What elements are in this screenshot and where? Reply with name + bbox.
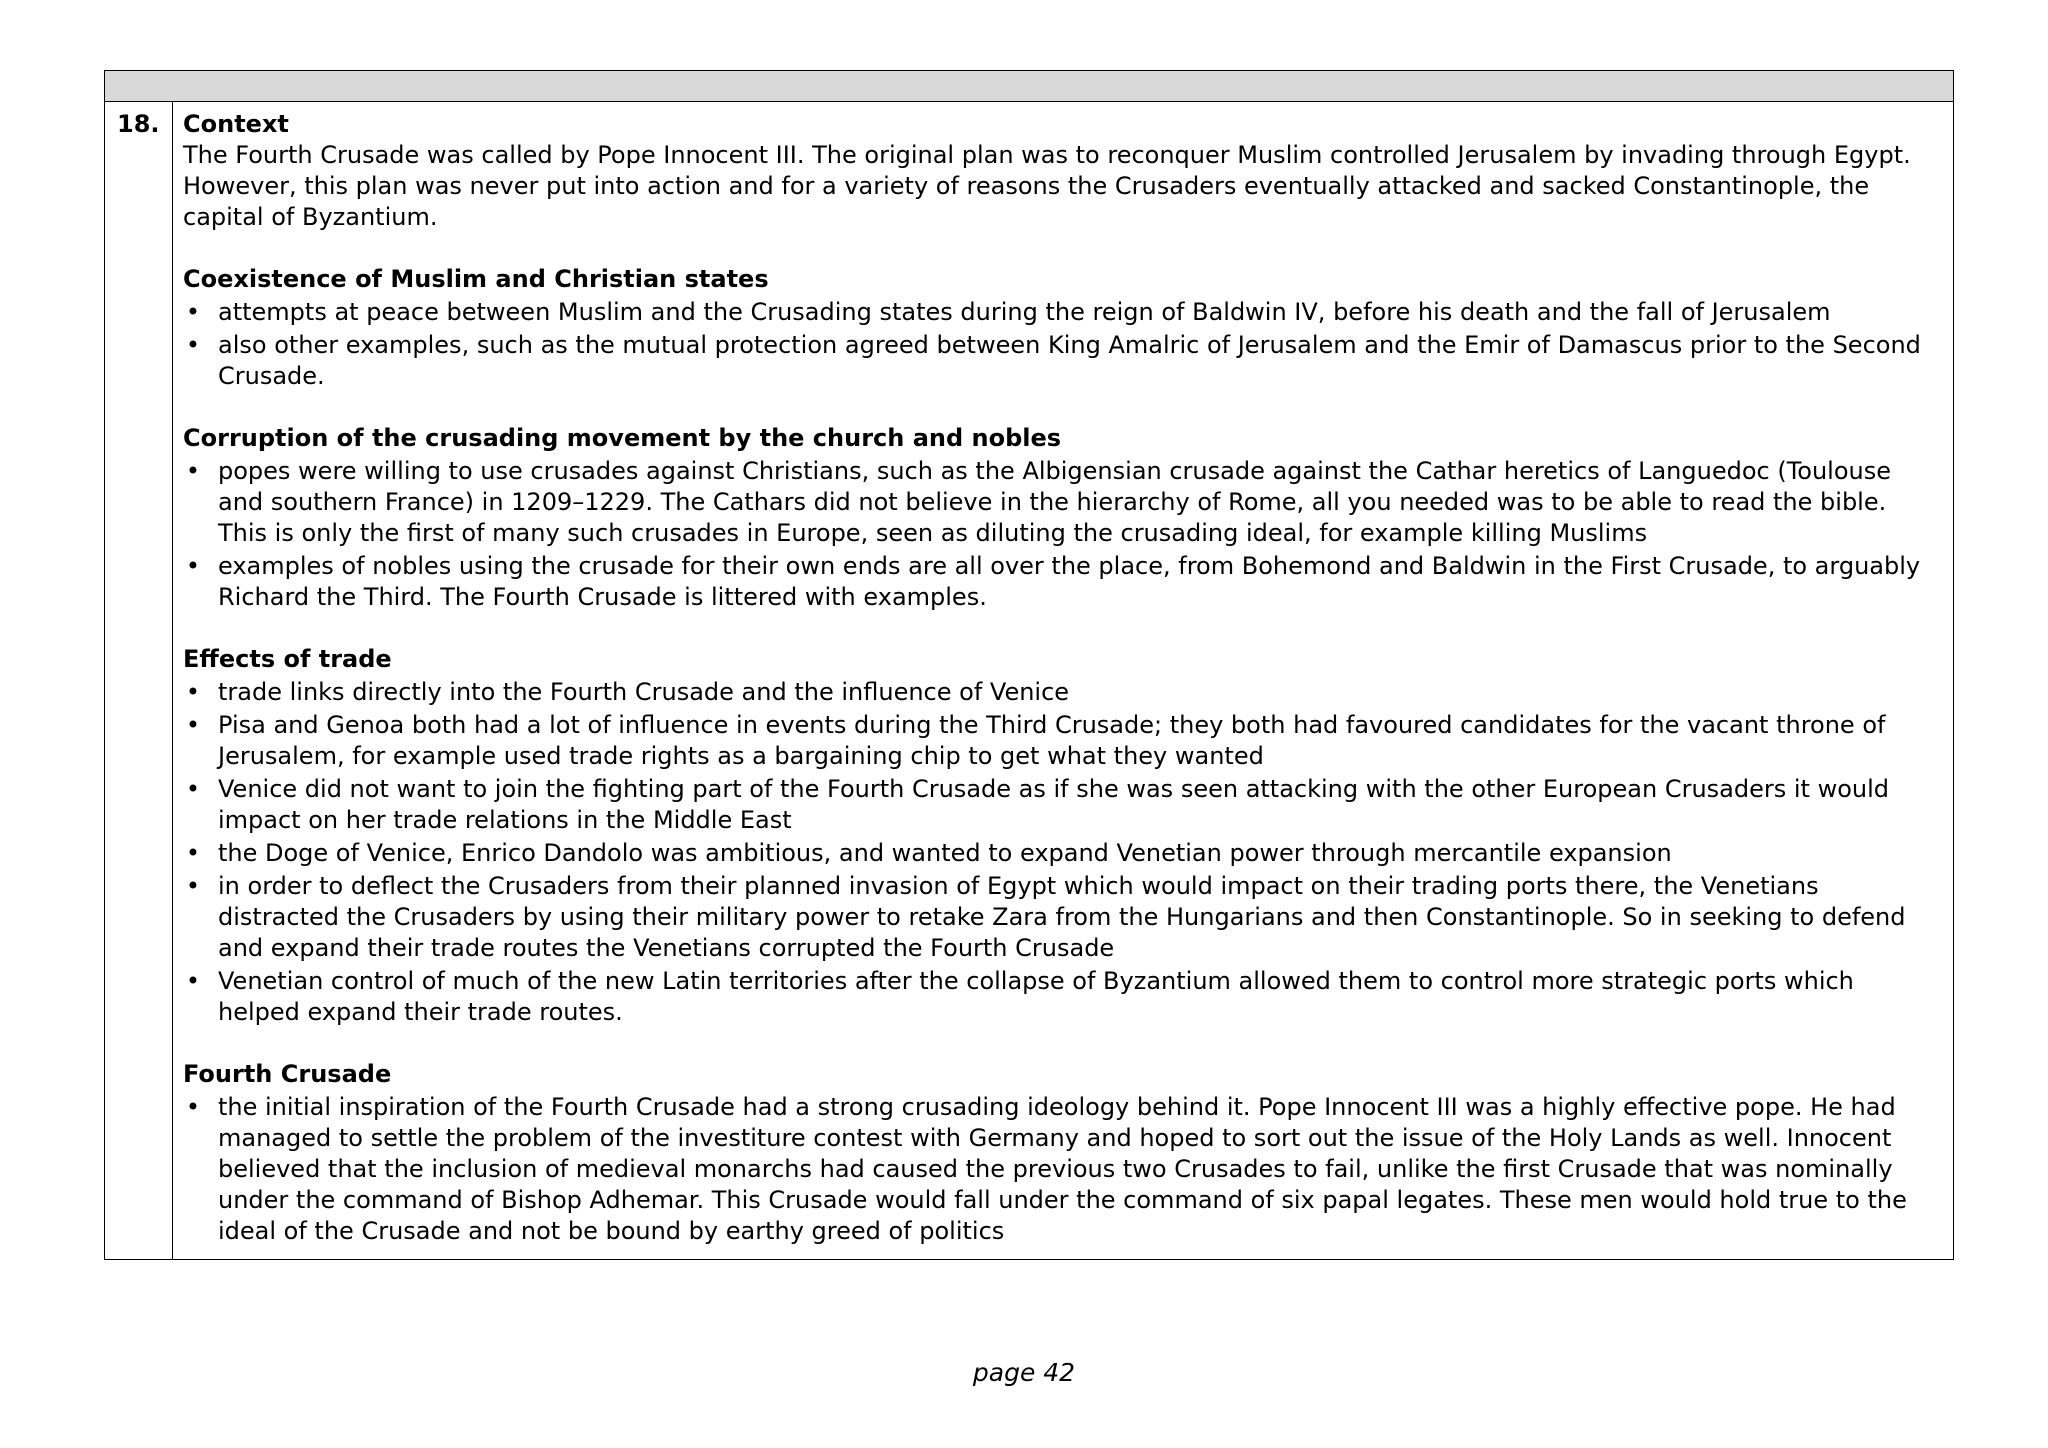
marking-table — [104, 70, 1954, 1260]
bullet-list — [183, 677, 1937, 1028]
page-number: page 42 — [972, 1358, 1076, 1387]
bullet-icon: • — [185, 1093, 201, 1121]
section-corruption — [183, 423, 1937, 613]
bullet-icon: • — [185, 457, 201, 485]
list-item — [183, 551, 1937, 613]
list-item — [183, 297, 1937, 328]
answer-content — [173, 102, 1953, 1259]
section-fourth-crusade — [183, 1059, 1937, 1247]
list-item-text: Venice did not want to join the fighting part of the Fourth Crusade as if she was seen attacking with the other European Crusaders it would impact on her trade relations in the Middle East — [218, 775, 1890, 834]
list-item-text: Pisa and Genoa both had a lot of influence in events during the Third Crusade; they both had favoured candidates for the vacant throne of Jerusalem, for example used trade rights as a bargaining chip to get what they wanted — [218, 711, 1886, 770]
list-item — [183, 710, 1937, 772]
bullet-list — [183, 456, 1937, 613]
bullet-icon: • — [185, 775, 201, 803]
bullet-icon: • — [185, 967, 201, 995]
bullet-icon: • — [185, 872, 201, 900]
bullet-list — [183, 1092, 1937, 1247]
list-item-text: popes were willing to use crusades against Christians, such as the Albigensian crusade against the Cathar heretics of Languedoc (Toulouse and southern France) in 1209–1229. The Cathars did not believe in the hierarchy of Rome, all you needed was to be able to read the bible. This is only the first of many such crusades in Europe, seen as diluting the crusading ideal, for example killing Muslims — [218, 457, 1892, 547]
list-item-text: in order to deflect the Crusaders from their planned invasion of Egypt which would impact on their trading ports there, the Venetians distracted the Crusaders by using their military power to retake Zara from the Hungarians and then Constantinople. So in seeking to defend and expand their trade routes the Venetians corrupted the Fourth Crusade — [218, 872, 1906, 962]
list-item — [183, 871, 1937, 964]
section-title: Context — [183, 110, 289, 138]
section-title: Corruption of the crusading movement by the church and nobles — [183, 424, 1062, 452]
list-item — [183, 774, 1937, 836]
bullet-icon: • — [185, 678, 201, 706]
question-row — [105, 102, 1953, 1259]
list-item — [183, 1092, 1937, 1247]
section-title: Effects of trade — [183, 645, 392, 673]
section-coexistence — [183, 264, 1937, 392]
list-item — [183, 330, 1937, 392]
bullet-icon: • — [185, 839, 201, 867]
bullet-icon: • — [185, 552, 201, 580]
section-effects-of-trade — [183, 644, 1937, 1028]
question-number: 18. — [105, 102, 173, 1259]
bullet-icon: • — [185, 331, 201, 359]
list-item-text: the initial inspiration of the Fourth Crusade had a strong crusading ideology behind it. Pope Innocent III was a highly effective pope. He had managed to settle the problem of the investiture contest with Germany and hoped to sort out the issue of the Holy Lands as well. Innocent believed that the inclusion of medieval monarchs had caused the previous two Crusades to fail, unlike the first Crusade that was nominally under the command of Bishop Adhemar. This Crusade would fall under the command of six papal legates. These men would hold true to the ideal of the Crusade and not be bound by earthy greed of politics — [218, 1093, 1907, 1245]
section-title: Fourth Crusade — [183, 1060, 392, 1088]
section-context — [183, 109, 1937, 233]
bullet-icon: • — [185, 711, 201, 739]
list-item-text: trade links directly into the Fourth Crusade and the influence of Venice — [218, 678, 1070, 706]
list-item-text: examples of nobles using the crusade for their own ends are all over the place, from Bohemond and Baldwin in the First Crusade, to arguably Richard the Third. The Fourth Crusade is littered with examples. — [218, 552, 1921, 611]
list-item — [183, 456, 1937, 549]
list-item — [183, 966, 1937, 1028]
list-item-text: also other examples, such as the mutual protection agreed between King Amalric of Jerusalem and the Emir of Damascus prior to the Second Crusade. — [218, 331, 1921, 390]
list-item-text: attempts at peace between Muslim and the Crusading states during the reign of Baldwin IV, before his death and the fall of Jerusalem — [218, 298, 1831, 326]
section-paragraph: The Fourth Crusade was called by Pope Innocent III. The original plan was to reconquer Muslim controlled Jerusalem by invading through Egypt. However, this plan was never put into action and for a variety of reasons the Crusaders eventually attacked and sacked Constantinople, the capital of Byzantium. — [183, 141, 1911, 231]
list-item-text: the Doge of Venice, Enrico Dandolo was ambitious, and wanted to expand Venetian power through mercantile expansion — [218, 839, 1672, 867]
list-item-text: Venetian control of much of the new Latin territories after the collapse of Byzantium allowed them to control more strategic ports which helped expand their trade routes. — [218, 967, 1854, 1026]
list-item — [183, 838, 1937, 869]
list-item — [183, 677, 1937, 708]
table-header-bar — [105, 71, 1953, 102]
bullet-icon: • — [185, 298, 201, 326]
bullet-list — [183, 297, 1937, 392]
section-title: Coexistence of Muslim and Christian states — [183, 265, 769, 293]
